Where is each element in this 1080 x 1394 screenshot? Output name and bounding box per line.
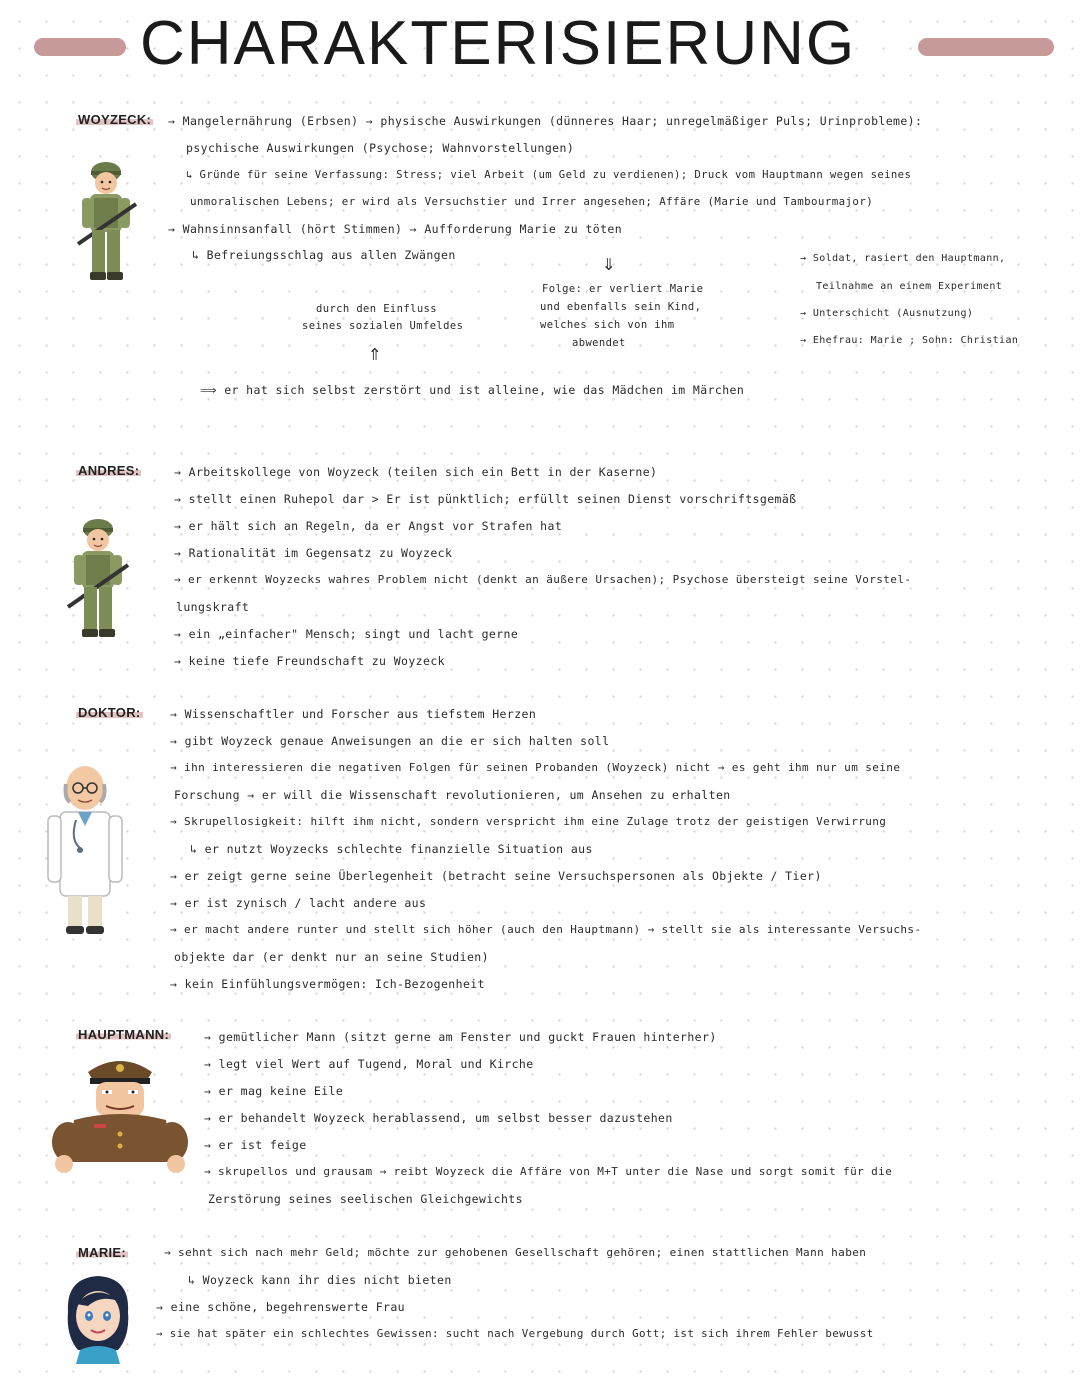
doktor-line-9: objekte dar (er denkt nur an seine Studien) <box>174 950 489 964</box>
captain-icon <box>50 1050 190 1180</box>
hauptmann-line-1: → legt viel Wert auf Tugend, Moral und Kirche <box>204 1057 534 1071</box>
woman-icon <box>58 1272 138 1364</box>
hauptmann-line-0: → gemütlicher Mann (sitzt gerne am Fenster und guckt Frauen hinterher) <box>204 1030 717 1044</box>
section-name-andres: ANDRES: <box>78 463 140 478</box>
andres-line-1: → stellt einen Ruhepol dar > Er ist pünktlich; erfüllt seinen Dienst vorschriftsgemäß <box>174 492 797 506</box>
woyzeck-line-5: ↳ Befreiungsschlag aus allen Zwängen <box>192 248 456 262</box>
soldier-icon <box>66 510 136 650</box>
hauptmann-line-2: → er mag keine Eile <box>204 1084 344 1098</box>
marie-line-2: → eine schöne, begehrenswerte Frau <box>156 1300 406 1314</box>
woyzeck-arrow-up: ⇑ <box>368 341 382 366</box>
hauptmann-line-6: Zerstörung seines seelischen Gleichgewichts <box>208 1192 523 1206</box>
marie-line-1: ↳ Woyzeck kann ihr dies nicht bieten <box>188 1273 452 1287</box>
header-pill-right <box>918 38 1054 56</box>
doktor-line-0: → Wissenschaftler und Forscher aus tiefstem Herzen <box>170 707 537 721</box>
andres-line-0: → Arbeitskollege von Woyzeck (teilen sich ein Bett in der Kaserne) <box>174 465 658 479</box>
woyzeck-line-2: ↳ Gründe für seine Verfassung: Stress; viel Arbeit (um Geld zu verdienen); Druck vom Hauptmann wegen seines <box>186 169 912 181</box>
woyzeck-box-1: Teilnahme an einem Experiment <box>816 281 1003 292</box>
woyzeck-box-0: → Soldat, rasiert den Hauptmann, <box>800 253 1006 264</box>
woyzeck-box-3: → Ehefrau: Marie ; Sohn: Christian <box>800 335 1019 346</box>
section-name-marie: MARIE: <box>78 1245 127 1260</box>
doktor-line-4: → Skrupellosigkeit: hilft ihm nicht, sondern verspricht ihm eine Zulage trotz der geistigen Verwirrung <box>170 815 887 828</box>
woyzeck-line-1: psychische Auswirkungen (Psychose; Wahnvorstellungen) <box>186 141 575 155</box>
woyzeck-consequence-0: Folge: er verliert Marie <box>542 283 704 295</box>
hauptmann-line-3: → er behandelt Woyzeck herablassend, um selbst besser dazustehen <box>204 1111 673 1125</box>
header-pill-left <box>34 38 126 56</box>
woyzeck-box-2: → Unterschicht (Ausnutzung) <box>800 308 974 319</box>
doctor-icon <box>40 760 130 940</box>
woyzeck-consequence-2: welches sich von ihm <box>540 319 675 331</box>
andres-line-6: → ein „einfacher" Mensch; singt und lacht gerne <box>174 627 519 641</box>
doktor-line-8: → er macht andere runter und stellt sich höher (auch den Hauptmann) → stellt sie als interessante Versuchs- <box>170 923 922 936</box>
soldier-icon <box>74 158 144 288</box>
section-name-woyzeck: WOYZECK: <box>78 112 152 127</box>
andres-line-2: → er hält sich an Regeln, da er Angst vor Strafen hat <box>174 519 563 533</box>
woyzeck-line-4: → Wahnsinnsanfall (hört Stimmen) → Aufforderung Marie zu töten <box>168 222 623 236</box>
marie-line-0: → sehnt sich nach mehr Geld; möchte zur gehobenen Gesellschaft gehören; einen stattlichen Mann haben <box>164 1246 867 1259</box>
doktor-line-3: Forschung → er will die Wissenschaft revolutionieren, um Ansehen zu erhalten <box>174 788 731 802</box>
hauptmann-line-5: → skrupellos und grausam → reibt Woyzeck die Affäre von M+T unter die Nase und sorgt somit für die <box>204 1165 893 1178</box>
woyzeck-consequence-1: und ebenfalls sein Kind, <box>540 301 702 313</box>
doktor-line-7: → er ist zynisch / lacht andere aus <box>170 896 427 910</box>
woyzeck-consequence-3: abwendet <box>572 337 626 349</box>
andres-line-7: → keine tiefe Freundschaft zu Woyzeck <box>174 654 445 668</box>
page-title: CHARAKTERISIERUNG <box>140 9 857 78</box>
woyzeck-conclusion: ⟹ er hat sich selbst zerstört und ist alleine, wie das Mädchen im Märchen <box>200 383 745 397</box>
andres-line-4: → er erkennt Woyzecks wahres Problem nicht (denkt an äußere Ursachen); Psychose übersteigt seine Vorstel- <box>174 573 912 586</box>
doktor-line-5: ↳ er nutzt Woyzecks schlechte finanzielle Situation aus <box>190 842 593 856</box>
doktor-line-2: → ihn interessieren die negativen Folgen für seinen Probanden (Woyzeck) nicht → es geht ihm nur um seine <box>170 761 901 774</box>
woyzeck-arrow-down: ⇓ <box>602 251 616 276</box>
andres-line-5: lungskraft <box>176 600 250 614</box>
doktor-line-1: → gibt Woyzeck genaue Anweisungen an die er sich halten soll <box>170 734 610 748</box>
woyzeck-influence-0: durch den Einfluss <box>316 303 437 315</box>
doktor-line-6: → er zeigt gerne seine Überlegenheit (betracht seine Versuchspersonen als Objekte / Tier) <box>170 869 822 883</box>
woyzeck-influence-1: seines sozialen Umfeldes <box>302 320 464 332</box>
doktor-line-10: → kein Einfühlungsvermögen: Ich-Bezogenheit <box>170 977 485 991</box>
section-name-hauptmann: HAUPTMANN: <box>78 1027 170 1042</box>
woyzeck-line-0: → Mangelernährung (Erbsen) → physische Auswirkungen (dünneres Haar; unregelmäßiger Puls; Urinprobleme): <box>168 114 923 128</box>
woyzeck-line-3: unmoralischen Lebens; er wird als Versuchstier und Irrer angesehen; Affäre (Marie und Tambourmajor) <box>190 195 874 208</box>
andres-line-3: → Rationalität im Gegensatz zu Woyzeck <box>174 546 453 560</box>
section-name-doktor: DOKTOR: <box>78 705 141 720</box>
hauptmann-line-4: → er ist feige <box>204 1138 307 1152</box>
marie-line-3: → sie hat später ein schlechtes Gewissen: sucht nach Vergebung durch Gott; ist sich ihrem Fehler bewusst <box>156 1327 874 1340</box>
